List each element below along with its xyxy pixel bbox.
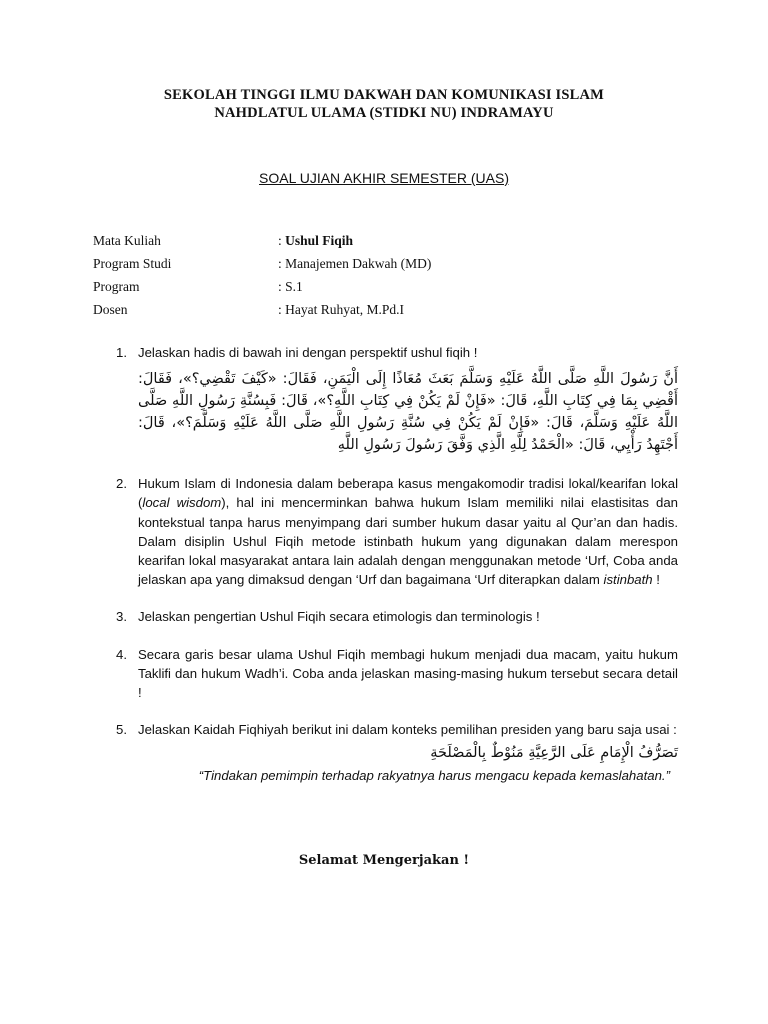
question-number: 5. — [116, 722, 127, 738]
info-value — [278, 302, 693, 318]
question-text-part: Hukum Islam di Indonesia dalam beberapa kasus mengakomodir tradisi lokal/kearifan lokal ( — [138, 476, 678, 511]
exam-title: SOAL UJIAN AKHIR SEMESTER (UAS) — [259, 170, 509, 186]
info-row-program — [93, 275, 693, 298]
info-value — [278, 279, 693, 295]
institution-name-line1: SEKOLAH TINGGI ILMU DAKWAH DAN KOMUNIKASI ISLAM — [163, 87, 605, 103]
info-label: Program — [93, 278, 140, 294]
question-3 — [116, 607, 678, 626]
institution-name-line2: NAHDLATUL ULAMA (STIDKI NU) INDRAMAYU — [214, 105, 554, 121]
question-text: Jelaskan Kaidah Fiqhiyah berikut ini dalam konteks pemilihan presiden yang baru saja usai : — [138, 722, 677, 738]
info-separator: : — [278, 278, 286, 294]
fiqh-maxim-arabic: تَصَرُّفُ الْإِمَامِ عَلَى الرَّعِيَّةِ مَنُوْطٌ بِالْمَصْلَحَةِ — [430, 745, 678, 762]
info-value-text: Hayat Ruhyat, M.Pd.I — [285, 301, 405, 317]
question-body — [138, 720, 678, 785]
info-separator: : — [278, 301, 286, 317]
hadith-arabic-text: أَنَّ رَسُولَ اللَّهِ صَلَّى اللَّهُ عَلَيْهِ وَسَلَّمَ بَعَثَ مُعَاذًا إِلَى الْيَمَنِ، فَقَالَ: «كَيْفَ تَقْضِي؟»، فَقَالَ: أَقْضِي بِمَا فِي كِتَابِ اللَّهِ، قَالَ: «فَإِنْ لَمْ يَكُنْ فِي كِتَابِ اللَّهِ؟»، قَالَ: فَبِسُنَّةِ رَسُولِ اللَّهِ صَلَّى اللَّهُ عَلَيْهِ وَسَلَّمَ، قَالَ: «فَإِنْ لَمْ يَكُنْ فِي سُنَّةِ رَسُولِ اللَّهِ صَلَّى اللَّهُ عَلَيْهِ وَسَلَّمَ؟»، قَالَ: أَجْتَهِدُ رَأْيِي، قَالَ: «الْحَمْدُ لِلَّهِ الَّذِي وَفَّقَ رَسُولَ رَسُولِ اللَّهِ — [138, 371, 678, 454]
question-text — [138, 474, 678, 589]
course-info — [93, 229, 693, 321]
question-text-part: ), hal ini mencerminkan bahwa hukum Islam memiliki nilai elastisitas dan kontekstual tanpa harus menyimpang dari sumber hukum dasar yaitu al Qur’an dan hadis. Dalam disiplin Ushul Fiqih metode istinbath hukum yang digunakan dalam merespon kearifan lokal masyarakat antara lain adalah dengan menggunakan metode ‘Urf, Coba anda jelaskan apa yang dimaksud dengan ‘Urf dan bagaimana ‘Urf diterapkan dalam — [138, 495, 678, 588]
info-value-text: Ushul Fiqih — [285, 232, 354, 248]
info-value — [278, 256, 693, 272]
info-separator: : — [278, 255, 286, 271]
info-row-lecturer — [93, 298, 693, 321]
info-label: Program Studi — [93, 255, 172, 271]
question-body — [138, 343, 678, 456]
info-value-text: Manajemen Dakwah (MD) — [285, 255, 432, 271]
question-number: 4. — [116, 646, 127, 662]
question-number: 3. — [116, 609, 127, 625]
question-5 — [116, 720, 678, 785]
question-text-part: ! — [652, 572, 660, 588]
info-row-course — [93, 229, 693, 252]
question-text: Jelaskan pengertian Ushul Fiqih secara etimologis dan terminologis ! — [138, 609, 540, 625]
italic-term: local wisdom — [142, 495, 222, 511]
question-number: 1. — [116, 345, 127, 360]
question-1 — [116, 343, 678, 456]
info-value — [278, 233, 693, 249]
italic-term: istinbath — [603, 572, 653, 588]
institution-header — [0, 86, 768, 122]
question-4 — [116, 645, 678, 703]
question-2 — [116, 474, 678, 589]
question-list — [116, 343, 678, 804]
question-text: Jelaskan hadis di bawah ini dengan perspektif ushul fiqih ! — [138, 345, 478, 360]
question-text: Secara garis besar ulama Ushul Fiqih membagi hukum menjadi dua macam, yaitu hukum Taklifi dan hukum Wadh’i. Coba anda jelaskan masing-masing hukum tersebut secara detail ! — [138, 646, 678, 701]
info-value-text: S.1 — [285, 278, 303, 294]
closing-message: Selamat Mengerjakan ! — [298, 853, 470, 868]
info-label: Dosen — [93, 301, 128, 317]
info-separator: : — [278, 232, 286, 248]
info-row-study-program — [93, 252, 693, 275]
fiqh-maxim-translation: “Tindakan pemimpin terhadap rakyatnya harus mengacu kepada kemaslahatan.” — [198, 768, 670, 784]
info-label: Mata Kuliah — [93, 232, 161, 248]
question-number: 2. — [116, 476, 127, 492]
